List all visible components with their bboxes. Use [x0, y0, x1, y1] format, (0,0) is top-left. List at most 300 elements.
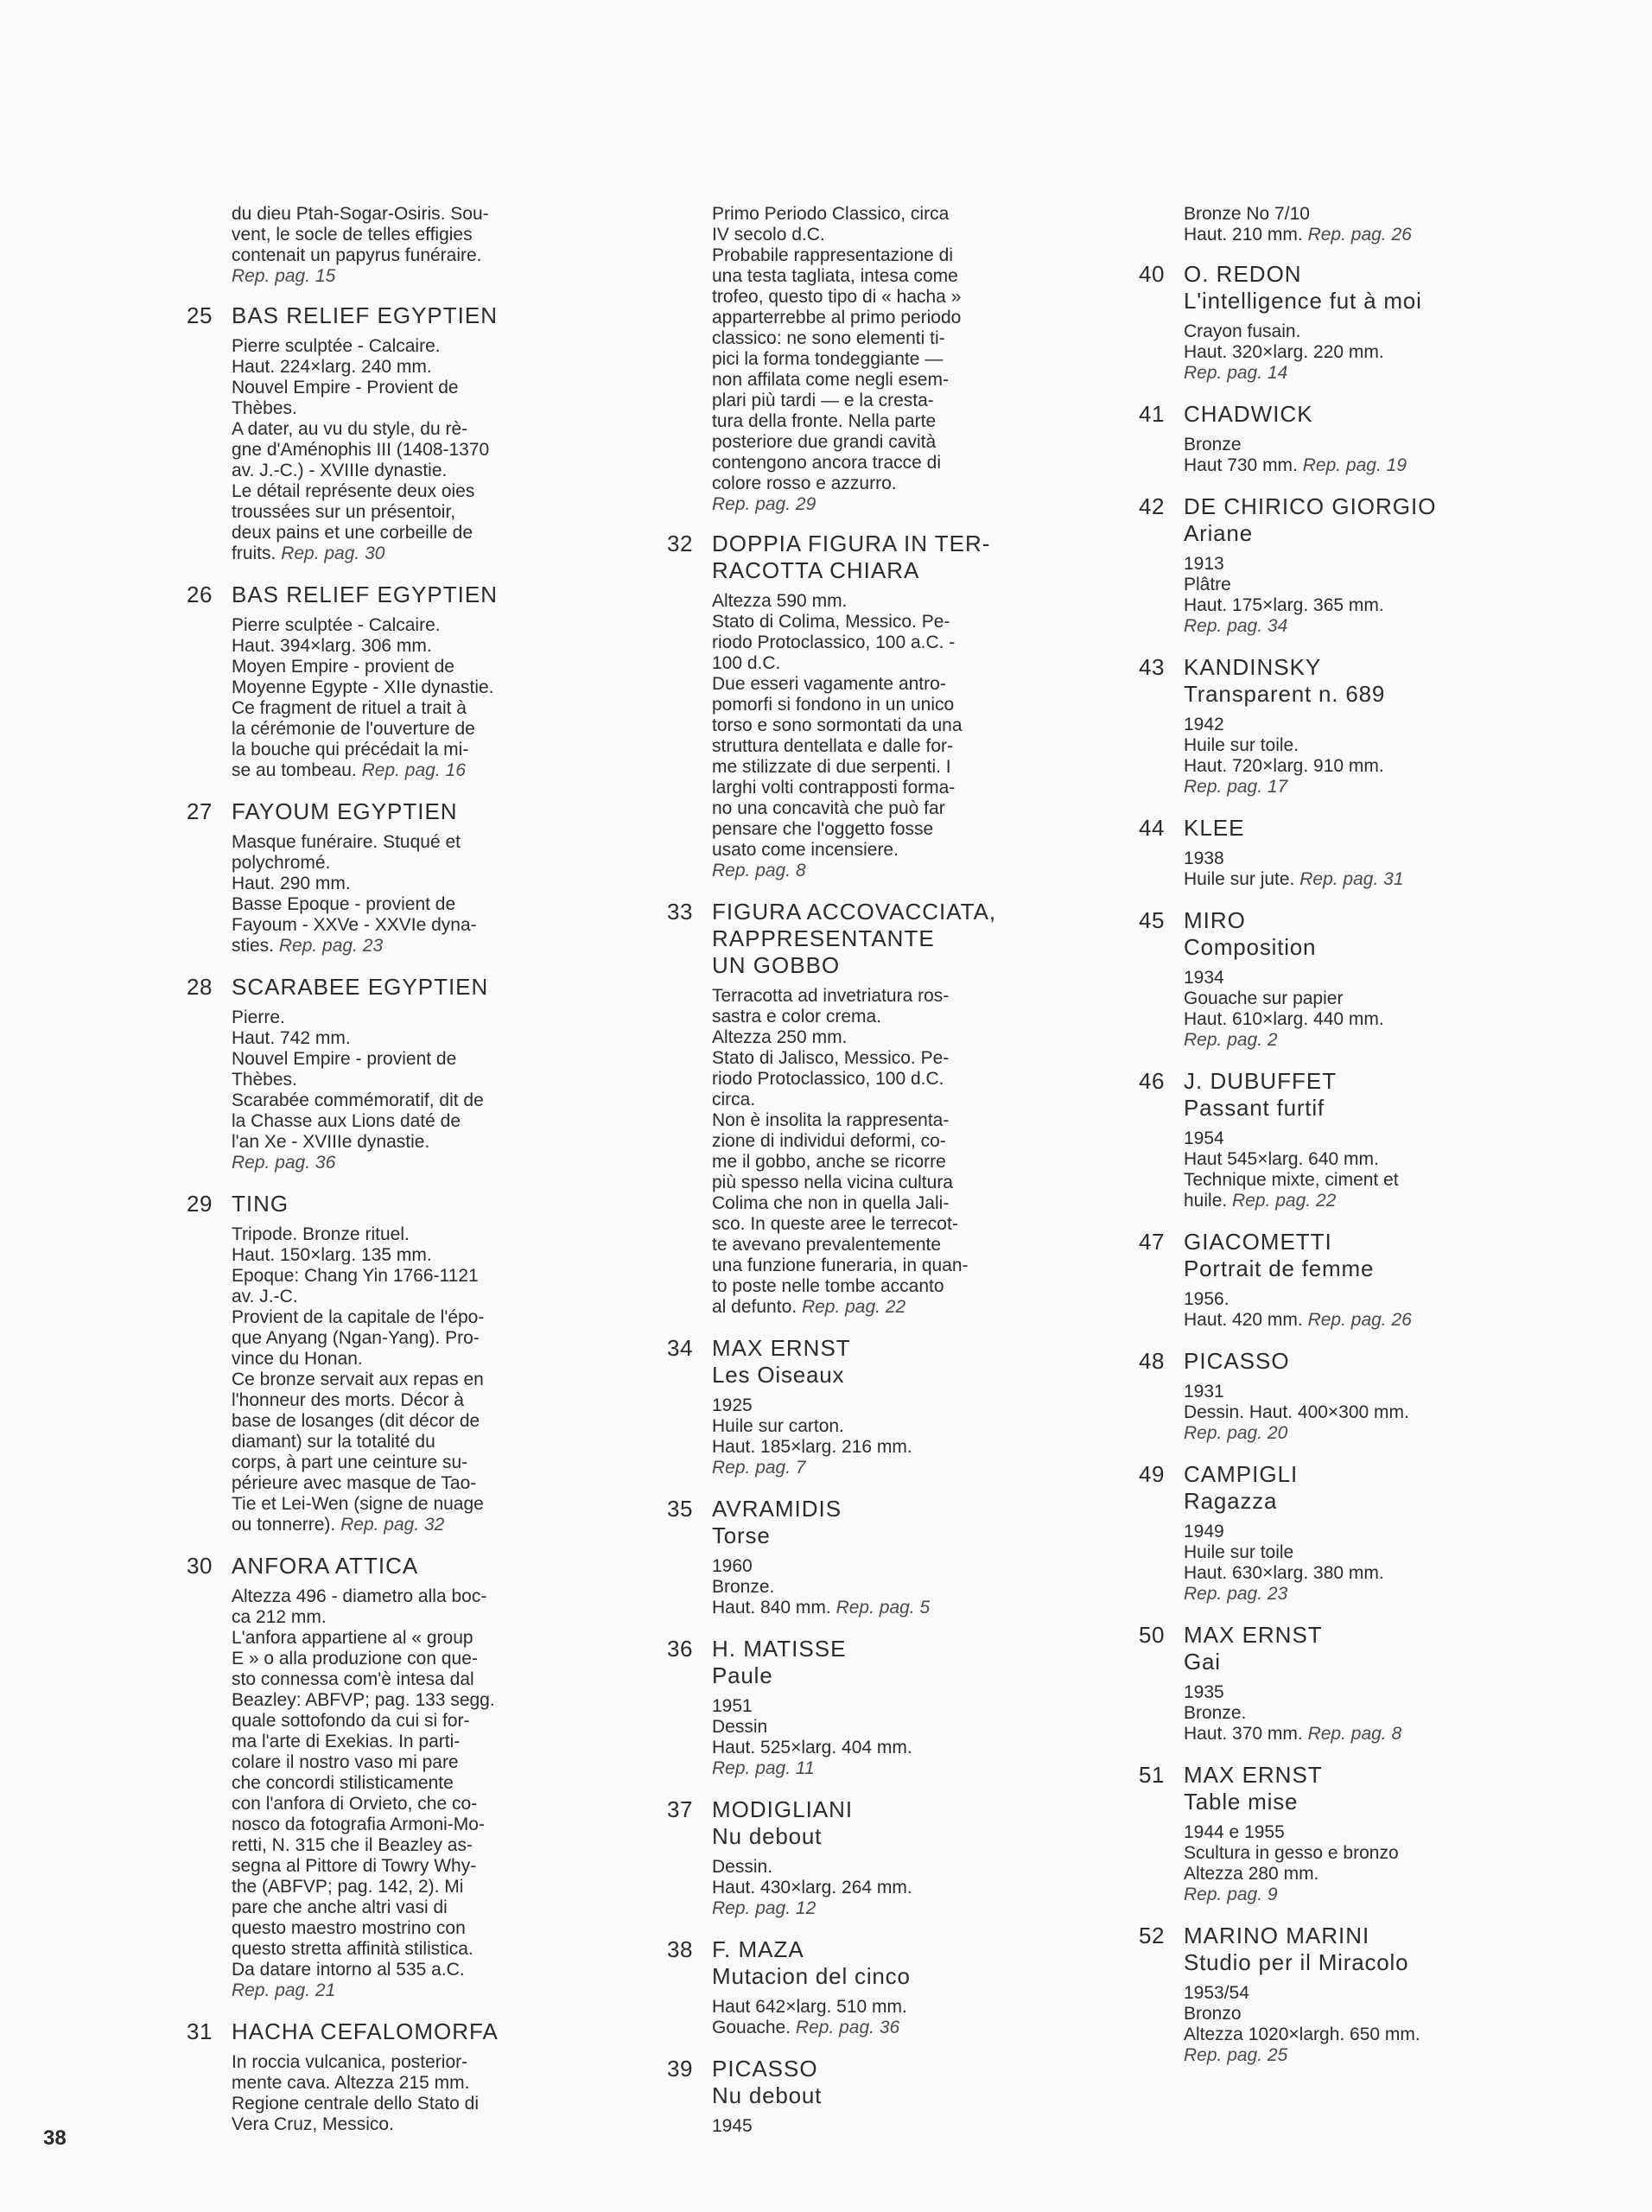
- description-line: Ce fragment de rituel a trait à: [232, 698, 467, 718]
- description-line: che concordi stilisticamente: [232, 1773, 454, 1793]
- description-line: [712, 861, 1013, 881]
- entry-description: [1184, 1128, 1502, 1211]
- description-line: the (ABFVP; pag. 142, 2). Mi: [232, 1877, 464, 1897]
- description-line: colore rosso e azzurro.: [712, 474, 897, 493]
- description-line: Nouvel Empire - provient de: [232, 1049, 457, 1069]
- description-line: [1184, 1584, 1502, 1605]
- description-line: Haut. 525×larg. 404 mm.: [712, 1738, 912, 1758]
- description-line: ma l'arte di Exekias. In parti-: [232, 1732, 461, 1751]
- entry-work-title: Portrait de femme: [1184, 1255, 1375, 1281]
- description-line: l'honneur des morts. Décor à: [232, 1390, 464, 1410]
- description-line: Huile sur toile.: [1184, 735, 1299, 755]
- entry-number: 39: [667, 2056, 693, 2082]
- description-line: Haut 642×larg. 510 mm.: [712, 1997, 907, 2017]
- description-line: Bronze.: [1184, 1703, 1247, 1723]
- plate-reference: Rep. pag. 14: [1184, 363, 1288, 383]
- entry-title: H. MATISSE: [712, 1636, 847, 1662]
- description-line: Haut. 320×larg. 220 mm.: [1184, 342, 1384, 362]
- description-line: colare il nostro vaso mi pare: [232, 1752, 459, 1772]
- catalog-entry: [1139, 261, 1502, 384]
- description-line: L'anfora appartiene al « group: [232, 1628, 473, 1648]
- description-line: la bouche qui précédait la mi-: [232, 740, 469, 760]
- description-line: [1184, 225, 1502, 245]
- description-line: Moyen Empire - provient de: [232, 657, 454, 677]
- description-line: 1931: [1184, 1382, 1224, 1402]
- catalog-entry: [187, 1553, 532, 2001]
- description-line: quale sottofondo da cui si for-: [232, 1711, 470, 1731]
- description-line: Technique mixte, ciment et: [1184, 1170, 1399, 1190]
- description-line: [1184, 1191, 1502, 1211]
- description-line: Tie et Lei-Wen (signe de nuage: [232, 1494, 484, 1514]
- entry-description: [1184, 1289, 1502, 1331]
- description-line: una testa tagliata, intesa come: [712, 266, 958, 286]
- entry-number: 34: [667, 1335, 693, 1361]
- description-line: [712, 1898, 1013, 1919]
- description-line: Haut. 185×larg. 216 mm.: [712, 1437, 912, 1457]
- entry-number: 52: [1139, 1923, 1165, 1948]
- description-line: Scultura in gesso e bronzo: [1184, 1843, 1399, 1863]
- description-line: Altezza 496 - diametro alla boc-: [232, 1586, 487, 1606]
- description-line: [712, 1297, 1013, 1318]
- description-line: Fayoum - XXVe - XXVIe dyna-: [232, 915, 477, 935]
- entry-title: F. MAZA: [712, 1936, 804, 1962]
- entry-title: RACOTTA CHIARA: [712, 557, 920, 583]
- plate-reference: Rep. pag. 30: [281, 543, 385, 563]
- description-line: Dessin.: [712, 1857, 773, 1877]
- entry-number: 45: [1139, 907, 1165, 933]
- entry-number: 31: [187, 2018, 213, 2044]
- description-line: Moyenne Egypte - XIIe dynastie.: [232, 677, 494, 697]
- description-text: fruits.: [232, 543, 276, 563]
- description-line: Basse Epoque - provient de: [232, 894, 456, 914]
- entry-number: 35: [667, 1496, 693, 1522]
- catalog-entry: [1139, 1622, 1502, 1745]
- description-line: 1925: [712, 1395, 753, 1415]
- catalog-entry: [1139, 1923, 1502, 2066]
- description-line: vince du Honan.: [232, 1349, 363, 1369]
- description-line: posteriore due grandi cavità: [712, 432, 937, 452]
- description-line: 1935: [1184, 1682, 1224, 1702]
- entry-number: 36: [667, 1636, 693, 1662]
- entry-number: 25: [187, 302, 213, 328]
- catalog-entry: [667, 1796, 1013, 1919]
- description-line: contengono ancora tracce di: [712, 453, 942, 473]
- entry-description: [712, 1556, 1013, 1618]
- description-line: mente cava. Altezza 215 mm.: [232, 2073, 470, 2093]
- entry-title: GIACOMETTI: [1184, 1229, 1332, 1255]
- description-text: se au tombeau.: [232, 760, 357, 780]
- entry-number: 49: [1139, 1461, 1165, 1487]
- catalog-entry: [187, 2018, 532, 2135]
- description-line: Altezza 1020×largh. 650 mm.: [1184, 2024, 1420, 2044]
- description-line: Beazley: ABFVP; pag. 133 segg.: [232, 1690, 495, 1710]
- entry-number: 30: [187, 1553, 213, 1579]
- plate-reference: Rep. pag. 36: [232, 1153, 336, 1173]
- entry-description: [232, 1224, 532, 1535]
- entry-work-title: Gai: [1184, 1649, 1221, 1675]
- entry-title: MAX ERNST: [1184, 1622, 1323, 1648]
- description-line: [712, 2018, 1013, 2038]
- description-line: Haut 545×larg. 640 mm.: [1184, 1149, 1379, 1169]
- description-line: struttura dentellata e dalle for-: [712, 736, 953, 756]
- description-line: [712, 1598, 1013, 1618]
- entry-description: [1184, 435, 1502, 476]
- description-line: nosco da fotografia Armoni-Mo-: [232, 1815, 485, 1834]
- entry-number: 41: [1139, 401, 1165, 427]
- description-line: Haut. 720×larg. 910 mm.: [1184, 756, 1384, 776]
- description-line: av. J.-C.: [232, 1287, 298, 1306]
- entry-description: [712, 1857, 1013, 1919]
- description-line: Haut. 430×larg. 264 mm.: [712, 1878, 912, 1897]
- entry-description: [232, 1586, 532, 2001]
- description-line: E » o alla produzione con que-: [232, 1649, 478, 1669]
- catalog-entry: [1139, 907, 1502, 1051]
- description-line: Thèbes.: [232, 1070, 297, 1090]
- entry-work-title: Passant furtif: [1184, 1095, 1325, 1121]
- catalog-entry: [667, 1335, 1013, 1478]
- description-line: riodo Protoclassico, 100 a.C. -: [712, 632, 956, 652]
- description-line: troussées sur un présentoir,: [232, 502, 456, 522]
- entry-number: 44: [1139, 815, 1165, 841]
- description-line: Haut. 630×larg. 380 mm.: [1184, 1563, 1384, 1583]
- entry-number: 42: [1139, 493, 1165, 519]
- plate-reference: Rep. pag. 26: [1307, 225, 1412, 245]
- entry-description: [712, 204, 1013, 515]
- description-line: Bronze: [1184, 435, 1242, 454]
- description-line: Altezza 590 mm.: [712, 591, 848, 611]
- entry-title: UN GOBBO: [712, 952, 841, 978]
- description-line: te avevano prevalentemente: [712, 1235, 942, 1255]
- catalog-entry: [667, 1936, 1013, 2038]
- description-line: me stilizzate di due serpenti. I: [712, 757, 951, 777]
- plate-reference: Rep. pag. 2: [1184, 1030, 1278, 1050]
- description-line: [1184, 1310, 1502, 1331]
- entry-title: MODIGLIANI: [712, 1796, 854, 1822]
- plate-reference: Rep. pag. 19: [1302, 455, 1407, 475]
- entry-number: 32: [667, 531, 693, 556]
- description-line: la cérémonie de l'ouverture de: [232, 719, 475, 739]
- plate-reference: Rep. pag. 8: [712, 861, 806, 880]
- description-line: non affilata come negli esem-: [712, 370, 949, 390]
- catalog-entry-continuation: [1139, 204, 1502, 245]
- description-line: Tripode. Bronze rituel.: [232, 1224, 410, 1244]
- description-line: Masque funéraire. Stuqué et: [232, 832, 461, 852]
- description-line: più spesso nella vicina cultura: [712, 1173, 953, 1192]
- entry-title: CAMPIGLI: [1184, 1461, 1299, 1487]
- entry-number: 40: [1139, 261, 1165, 287]
- plate-reference: Rep. pag. 12: [712, 1898, 816, 1918]
- description-line: [712, 494, 1013, 515]
- description-line: 1944 e 1955: [1184, 1822, 1285, 1842]
- description-line: base de losanges (dit décor de: [232, 1411, 480, 1431]
- entry-work-title: Transparent n. 689: [1184, 681, 1386, 707]
- plate-reference: Rep. pag. 29: [712, 494, 816, 514]
- catalog-entry: [187, 302, 532, 564]
- entry-description: [232, 2052, 532, 2135]
- description-line: Bronzo: [1184, 2004, 1242, 2024]
- entry-description: [712, 1395, 1013, 1478]
- entry-description: [1184, 1382, 1502, 1444]
- description-line: 1949: [1184, 1522, 1224, 1541]
- description-line: Dessin. Haut. 400×300 mm.: [1184, 1402, 1409, 1422]
- description-text: al defunto.: [712, 1297, 797, 1317]
- description-line: riodo Protoclassico, 100 d.C.: [712, 1069, 944, 1089]
- description-line: Pierre sculptée - Calcaire.: [232, 615, 441, 635]
- description-line: [232, 936, 532, 957]
- plate-reference: Rep. pag. 17: [1184, 777, 1288, 797]
- description-line: [1184, 869, 1502, 890]
- entry-work-title: Table mise: [1184, 1789, 1299, 1815]
- entry-number: 28: [187, 974, 213, 1000]
- description-line: Primo Periodo Classico, circa: [712, 204, 950, 224]
- description-line: Dessin: [712, 1717, 768, 1737]
- description-line: pomorfi si fondono in un unico: [712, 695, 955, 715]
- description-line: Bronze No 7/10: [1184, 204, 1310, 224]
- entry-title: BAS RELIEF EGYPTIEN: [232, 582, 498, 607]
- entry-number: 29: [187, 1191, 213, 1217]
- entry-description: [232, 204, 532, 287]
- description-line: Haut. 610×larg. 440 mm.: [1184, 1009, 1384, 1029]
- description-line: Crayon fusain.: [1184, 321, 1301, 341]
- description-line: Haut. 290 mm.: [232, 874, 351, 893]
- description-line: Vera Cruz, Messico.: [232, 2114, 394, 2134]
- description-line: corps, à part une ceinture su-: [232, 1452, 468, 1472]
- description-line: 1953/54: [1184, 1983, 1249, 2003]
- description-line: plari più tardi — e la cresta-: [712, 391, 934, 410]
- description-text: Haut 730 mm.: [1184, 455, 1298, 475]
- description-line: classico: ne sono elementi ti-: [712, 328, 945, 348]
- description-line: questo maestro mostrino con: [232, 1918, 466, 1938]
- plate-reference: Rep. pag. 22: [1232, 1191, 1337, 1211]
- entry-title: DOPPIA FIGURA IN TER-: [712, 531, 991, 556]
- description-line: Huile sur carton.: [712, 1416, 844, 1436]
- description-line: Haut. 742 mm.: [232, 1028, 351, 1048]
- entry-title: PICASSO: [712, 2056, 818, 2082]
- entry-number: 48: [1139, 1348, 1165, 1374]
- entry-work-title: Ariane: [1184, 520, 1253, 546]
- catalog-entry-continuation: [667, 204, 1013, 515]
- description-line: Provient de la capitale de l'épo-: [232, 1307, 485, 1327]
- description-line: 1938: [1184, 849, 1224, 868]
- description-line: du dieu Ptah-Sogar-Osiris. Sou-: [232, 204, 489, 224]
- entry-work-title: Les Oiseaux: [712, 1362, 845, 1388]
- entry-number: 51: [1139, 1762, 1165, 1788]
- entry-work-title: Nu debout: [712, 1823, 823, 1849]
- entry-title: MAX ERNST: [712, 1335, 851, 1361]
- description-line: torso e sono sormontati da una: [712, 715, 963, 735]
- entry-title: DE CHIRICO GIORGIO: [1184, 493, 1437, 519]
- entry-number: 43: [1139, 654, 1165, 680]
- description-line: Da datare intorno al 535 a.C.: [232, 1960, 465, 1980]
- description-line: me il gobbo, anche se ricorre: [712, 1152, 946, 1172]
- entry-description: [1184, 321, 1502, 384]
- description-line: 1934: [1184, 968, 1224, 988]
- plate-reference: Rep. pag. 7: [712, 1458, 806, 1478]
- description-line: vent, le socle de telles effigies: [232, 225, 473, 245]
- entry-description: [1184, 968, 1502, 1051]
- description-text: Haut. 840 mm.: [712, 1598, 831, 1618]
- description-line: A dater, au vu du style, du rè-: [232, 419, 468, 439]
- catalog-entry: [187, 1191, 532, 1535]
- description-line: sto connessa com'è intesa dal: [232, 1669, 474, 1689]
- description-line: retti, N. 315 che il Beazley as-: [232, 1835, 473, 1855]
- entry-title: TING: [232, 1191, 289, 1217]
- description-line: Haut. 150×larg. 135 mm.: [232, 1245, 432, 1265]
- description-line: [1184, 363, 1502, 384]
- entry-number: 27: [187, 798, 213, 824]
- entry-title: SCARABEE EGYPTIEN: [232, 974, 489, 1000]
- description-line: Stato di Colima, Messico. Pe-: [712, 612, 950, 632]
- description-line: Haut. 394×larg. 306 mm.: [232, 636, 432, 656]
- description-line: Huile sur toile: [1184, 1542, 1294, 1562]
- entry-description: [232, 832, 532, 957]
- description-line: [1184, 1423, 1502, 1444]
- entry-work-title: Mutacion del cinco: [712, 1963, 911, 1989]
- description-line: In roccia vulcanica, posterior-: [232, 2052, 468, 2072]
- description-line: Altezza 280 mm.: [1184, 1864, 1319, 1884]
- entry-description: [1184, 1682, 1502, 1745]
- description-line: Due esseri vagamente antro-: [712, 674, 946, 694]
- plate-reference: Rep. pag. 20: [1184, 1423, 1288, 1443]
- entry-description: [1184, 849, 1502, 890]
- description-line: gne d'Aménophis III (1408-1370: [232, 440, 490, 460]
- catalog-entry: [1139, 401, 1502, 476]
- catalog-entry-continuation: [187, 204, 532, 287]
- entry-title: O. REDON: [1184, 261, 1302, 287]
- catalog-entry: [667, 899, 1013, 1318]
- description-line: ca 212 mm.: [232, 1607, 327, 1627]
- plate-reference: Rep. pag. 11: [712, 1758, 815, 1778]
- description-line: diamant) sur la totalité du: [232, 1432, 435, 1452]
- description-line: IV secolo d.C.: [712, 225, 825, 245]
- description-text: sties.: [232, 936, 275, 956]
- catalog-entry: [1139, 815, 1502, 890]
- description-line: 100 d.C.: [712, 653, 781, 673]
- entry-number: 33: [667, 899, 693, 925]
- plate-reference: Rep. pag. 36: [795, 2018, 900, 2037]
- description-line: 1951: [712, 1696, 753, 1716]
- description-line: Plâtre: [1184, 575, 1231, 594]
- entry-work-title: Paule: [712, 1662, 773, 1688]
- entry-description: [1184, 715, 1502, 798]
- entry-title: PICASSO: [1184, 1348, 1290, 1374]
- description-line: [232, 266, 532, 287]
- entry-description: [1184, 554, 1502, 637]
- entry-number: 26: [187, 582, 213, 607]
- description-line: Haut. 175×larg. 365 mm.: [1184, 595, 1384, 615]
- description-line: Regione centrale dello Stato di: [232, 2094, 480, 2113]
- plate-reference: Rep. pag. 31: [1299, 869, 1404, 889]
- catalog-entry: [667, 1496, 1013, 1618]
- description-line: [712, 1758, 1013, 1779]
- entry-title: MIRO: [1184, 907, 1246, 933]
- description-line: av. J.-C.) - XVIIIe dynastie.: [232, 461, 448, 480]
- plate-reference: Rep. pag. 23: [1184, 1584, 1288, 1604]
- description-line: [232, 760, 532, 781]
- description-line: 1913: [1184, 554, 1224, 574]
- plate-reference: Rep. pag. 8: [1307, 1724, 1402, 1744]
- description-line: [1184, 1724, 1502, 1745]
- catalog-entry: [1139, 493, 1502, 637]
- catalog-entry: [667, 2056, 1013, 2137]
- plate-reference: Rep. pag. 32: [340, 1515, 445, 1535]
- description-line: [1184, 455, 1502, 476]
- description-line: sco. In queste aree le terrecot-: [712, 1214, 958, 1234]
- plate-reference: Rep. pag. 23: [278, 936, 384, 956]
- entry-title: BAS RELIEF EGYPTIEN: [232, 302, 498, 328]
- entry-number: 38: [667, 1936, 693, 1962]
- catalog-entry: [1139, 1229, 1502, 1331]
- description-line: [232, 1980, 532, 2001]
- entry-description: [1184, 204, 1502, 245]
- plate-reference: Rep. pag. 16: [361, 760, 466, 780]
- catalog-entry: [1139, 654, 1502, 798]
- entry-title: HACHA CEFALOMORFA: [232, 2018, 499, 2044]
- description-line: larghi volti contrapposti forma-: [712, 778, 956, 798]
- description-line: questo stretta affinità stilistica.: [232, 1939, 473, 1959]
- entry-number: 50: [1139, 1622, 1165, 1648]
- description-line: [1184, 1885, 1502, 1905]
- plate-reference: Rep. pag. 9: [1184, 1885, 1278, 1904]
- description-line: 1945: [712, 2116, 753, 2136]
- description-line: Le détail représente deux oies: [232, 481, 475, 501]
- description-line: 1942: [1184, 715, 1224, 734]
- description-line: con l'anfora di Orvieto, che co-: [232, 1794, 478, 1814]
- description-line: la Chasse aux Lions daté de: [232, 1111, 461, 1131]
- entry-description: [712, 2116, 1013, 2137]
- description-line: Altezza 250 mm.: [712, 1027, 848, 1047]
- entry-title: MARINO MARINI: [1184, 1923, 1370, 1948]
- description-line: Ce bronze servait aux repas en: [232, 1370, 484, 1389]
- page-number: 38: [43, 2126, 67, 2150]
- description-line: périeure avec masque de Tao-: [232, 1473, 477, 1493]
- description-line: Colima che non in quella Jali-: [712, 1193, 950, 1213]
- description-line: 1956.: [1184, 1289, 1229, 1309]
- entry-title: KANDINSKY: [1184, 654, 1322, 680]
- description-line: Thèbes.: [232, 398, 297, 418]
- entry-description: [712, 986, 1013, 1318]
- description-line: segna al Pittore di Towry Why-: [232, 1856, 477, 1876]
- description-text: huile.: [1184, 1191, 1228, 1211]
- description-text: Haut. 370 mm.: [1184, 1724, 1303, 1744]
- description-line: [1184, 616, 1502, 637]
- catalog-entry: [187, 582, 532, 781]
- entry-description: [232, 1007, 532, 1173]
- catalog-entry: [187, 798, 532, 957]
- entry-description: [1184, 1983, 1502, 2066]
- description-line: Pierre.: [232, 1007, 285, 1027]
- entry-number: 37: [667, 1796, 693, 1822]
- description-line: [1184, 2045, 1502, 2066]
- description-line: Epoque: Chang Yin 1766-1121: [232, 1266, 479, 1286]
- entry-description: [712, 1997, 1013, 2038]
- description-line: [232, 543, 532, 564]
- description-line: [232, 1515, 532, 1535]
- plate-reference: Rep. pag. 25: [1184, 2045, 1288, 2065]
- description-line: Terracotta ad invetriatura ros-: [712, 986, 950, 1006]
- description-line: [232, 1153, 532, 1173]
- entry-title: ANFORA ATTICA: [232, 1553, 419, 1579]
- description-line: pici la forma tondeggiante —: [712, 349, 944, 369]
- entry-number: 46: [1139, 1068, 1165, 1094]
- entry-work-title: L'intelligence fut à moi: [1184, 288, 1422, 314]
- entry-work-title: Torse: [712, 1522, 771, 1548]
- description-text: ou tonnerre).: [232, 1515, 336, 1535]
- description-line: sastra e color crema.: [712, 1007, 882, 1027]
- description-line: Scarabée commémoratif, dit de: [232, 1090, 484, 1110]
- entry-title: FIGURA ACCOVACCIATA,: [712, 899, 997, 925]
- description-line: Pierre sculptée - Calcaire.: [232, 336, 441, 356]
